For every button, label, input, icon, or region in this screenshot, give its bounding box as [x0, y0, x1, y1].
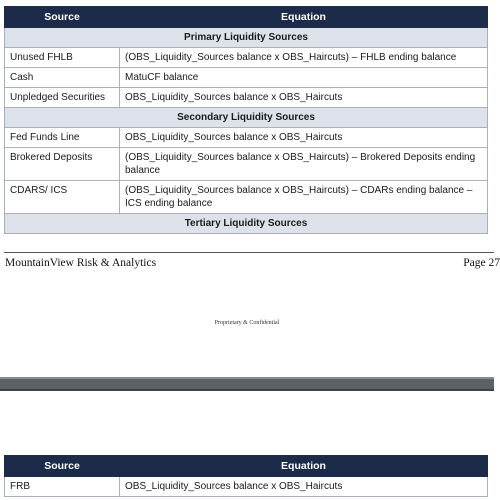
footer-company-name: MountainView Risk & Analytics [5, 257, 157, 269]
column-header-equation: Equation [120, 456, 488, 477]
equation-cell: (OBS_Liquidity_Sources balance x OBS_Haircuts) – CDARs ending balance – ICS ending balance [120, 181, 488, 214]
column-header-source: Source [5, 456, 120, 477]
equation-cell: OBS_Liquidity_Sources balance x OBS_Haircuts [120, 477, 488, 497]
equation-cell: MatuCF balance [120, 68, 488, 88]
liquidity-sources-table [4, 6, 488, 234]
column-header-equation: Equation [120, 7, 488, 28]
source-cell: Fed Funds Line [5, 128, 120, 148]
table-row [5, 181, 488, 214]
section-label: Tertiary Liquidity Sources [5, 214, 488, 234]
section-label: Secondary Liquidity Sources [5, 108, 488, 128]
source-cell: CDARS/ ICS [5, 181, 120, 214]
table-row [5, 48, 488, 68]
source-cell: Unused FHLB [5, 48, 120, 68]
section-row-tertiary [5, 214, 488, 234]
table-row [5, 68, 488, 88]
footer-page-number: Page 27 [463, 257, 500, 269]
document-page-bottom [0, 391, 494, 500]
table-row [5, 477, 488, 497]
footer-divider [4, 252, 494, 253]
equation-cell: (OBS_Liquidity_Sources balance x OBS_Haircuts) – Brokered Deposits ending balance [120, 148, 488, 181]
column-header-source: Source [5, 7, 120, 28]
table-header-row [5, 456, 488, 477]
liquidity-sources-table-continued [4, 455, 488, 497]
source-cell: Unpledged Securities [5, 88, 120, 108]
equation-cell: (OBS_Liquidity_Sources balance x OBS_Haircuts) – FHLB ending balance [120, 48, 488, 68]
equation-cell: OBS_Liquidity_Sources balance x OBS_Haircuts [120, 128, 488, 148]
source-cell: FRB [5, 477, 120, 497]
page-break-divider [0, 377, 494, 391]
table-row [5, 128, 488, 148]
source-cell: Cash [5, 68, 120, 88]
section-row-primary [5, 28, 488, 48]
confidential-notice: Proprietary & Confidential [214, 320, 280, 326]
table-row [5, 88, 488, 108]
section-label: Primary Liquidity Sources [5, 28, 488, 48]
table-header-row [5, 7, 488, 28]
equation-cell: OBS_Liquidity_Sources balance x OBS_Haircuts [120, 88, 488, 108]
table-row [5, 148, 488, 181]
source-cell: Brokered Deposits [5, 148, 120, 181]
section-row-secondary [5, 108, 488, 128]
